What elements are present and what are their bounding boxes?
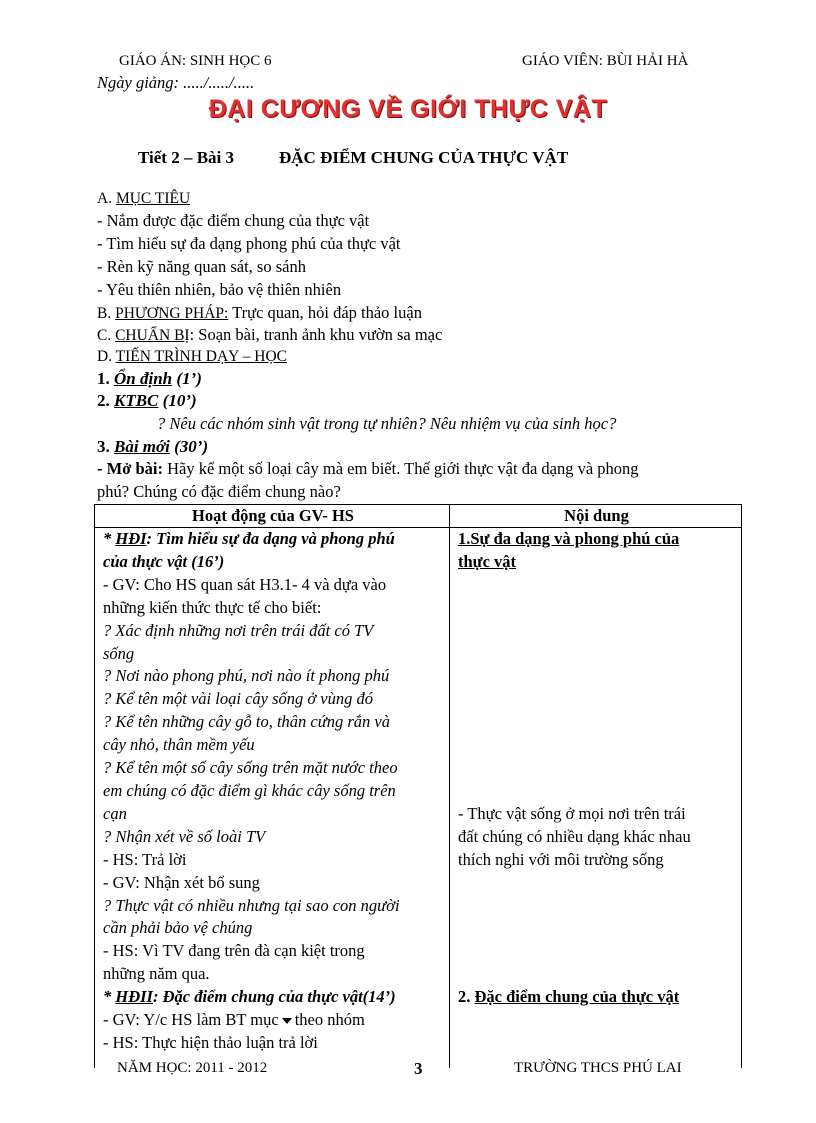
- hd2-prefix: *: [103, 987, 116, 1007]
- col-header-content: Nội dung: [450, 505, 742, 528]
- activity-line: những kiến thức thực tế cho biết:: [103, 597, 322, 617]
- section-b-prefix: B.: [97, 305, 116, 322]
- intro-line-1: [97, 458, 639, 481]
- section-b-text: Trực quan, hỏi đáp thảo luận: [228, 303, 422, 322]
- activity-question: ? Xác định những nơi trên trái đất có TV: [103, 620, 374, 640]
- activity-question: ? Kể tên một vài loại cây sống ở vùng đó: [103, 689, 374, 709]
- objective-item: - Tìm hiểu sự đa dạng phong phú của thực vật: [97, 234, 401, 253]
- activity-cell: [95, 528, 450, 1069]
- content-text: - Thực vật sống ở mọi nơi trên trái: [458, 803, 686, 823]
- activity-line: - GV: Nhận xét bổ sung: [103, 872, 260, 892]
- hd1-label: HĐI: [115, 529, 147, 548]
- step-2-title: KTBC: [114, 391, 159, 410]
- header-teacher: GIÁO VIÊN: BÙI HẢI HÀ: [522, 53, 689, 69]
- intro-text-1: Hãy kể một số loại cây mà em biết. Thế giới thực vật đa dạng và phong: [162, 459, 639, 478]
- section-b: [97, 302, 422, 326]
- footer-school-year: NĂM HỌC: 2011 - 2012: [117, 1060, 268, 1076]
- content-s1-title-1: 1.Sự đa dạng và phong phú của: [458, 529, 680, 548]
- activity-question: ? Nơi nào phong phú, nơi nào ít phong phú: [103, 666, 390, 686]
- section-c: [97, 324, 442, 348]
- step-1-time: (1’): [172, 369, 202, 388]
- activity-line: - HS: Thực hiện thảo luận trả lời: [103, 1032, 318, 1052]
- content-text: thích nghi với môi trường sống: [458, 849, 664, 869]
- activity-question: cần phải bảo vệ chúng: [103, 918, 253, 938]
- step-1: [97, 368, 202, 391]
- content-s1-title-2: thực vật: [458, 551, 517, 571]
- table-body-row: [95, 528, 742, 1069]
- activity-question: ? Thực vật có nhiều nhưng tại sao con người: [103, 895, 400, 915]
- step-2-time: (10’): [158, 391, 197, 410]
- section-d-prefix: D.: [97, 348, 116, 365]
- col-header-activity: Hoạt động của GV- HS: [95, 505, 450, 528]
- section-c-prefix: C.: [97, 327, 116, 344]
- hd1-title-text: : Tìm hiểu sự đa dạng và phong phú: [146, 529, 395, 548]
- step-1-title: Ổn định: [114, 369, 173, 388]
- activity-question: sống: [103, 643, 135, 663]
- header-subject: GIÁO ÁN: SINH HỌC 6: [119, 53, 272, 69]
- hd2-title-text: : Đặc điểm chung của thực vật(14’): [152, 987, 396, 1007]
- step-3: [97, 436, 208, 459]
- section-d-title: TIẾN TRÌNH DẠY – HỌC: [115, 348, 288, 365]
- activity-line: - HS: Vì TV đang trên đà cạn kiệt trong: [103, 941, 365, 961]
- section-a-title: MỤC TIÊU: [115, 190, 191, 207]
- activity-question: em chúng có đặc điểm gì khác cây sống trên: [103, 780, 396, 800]
- content-spacer: [458, 872, 735, 986]
- step-3-num: 3.: [97, 437, 114, 456]
- activity-line: những năm qua.: [103, 964, 210, 984]
- activity-question: cạn: [103, 803, 127, 823]
- lesson-number: Tiết 2 – Bài 3: [138, 148, 235, 167]
- section-a-prefix: A.: [97, 190, 116, 207]
- hd2-title: [103, 986, 443, 1009]
- step-1-num: 1.: [97, 369, 114, 388]
- step-2: [97, 390, 197, 413]
- step-2-num: 2.: [97, 391, 114, 410]
- activity-line: - HS: Trả lời: [103, 849, 187, 869]
- content-cell: [450, 528, 742, 1069]
- intro-label: - Mở bài:: [97, 459, 163, 478]
- hd1-prefix: *: [103, 529, 116, 548]
- content-s2-num: 2.: [458, 986, 475, 1006]
- lesson-name: ĐẶC ĐIỂM CHUNG CỦA THỰC VẬT: [279, 148, 569, 167]
- activity-question: cây nhỏ, thân mềm yếu: [103, 735, 255, 755]
- step-3-time: (30’): [169, 437, 209, 456]
- content-s2-title: [458, 986, 735, 1009]
- step-3-title: Bài mới: [114, 437, 170, 456]
- section-a-heading: [97, 188, 190, 211]
- review-question: ? Nêu các nhóm sinh vật trong tự nhiên? Nêu nhiệm vụ của sinh học?: [157, 414, 617, 433]
- footer-school-name: TRƯỜNG THCS PHÚ LAI: [514, 1060, 682, 1076]
- intro-line-2: phú? Chúng có đặc điểm chung nào?: [97, 482, 341, 501]
- hd1-title-1: [103, 528, 443, 551]
- hd2-label: HĐII: [115, 987, 153, 1007]
- section-b-title: PHƯƠNG PHÁP:: [115, 305, 229, 322]
- section-d: [97, 346, 287, 369]
- activity-table: [94, 504, 742, 1068]
- hd2-line1-a: - GV: Y/c HS làm BT mục: [103, 1010, 279, 1030]
- section-c-text: : Soạn bài, tranh ảnh khu vườn sa mạc: [189, 325, 443, 344]
- page-number: 3: [414, 1059, 423, 1078]
- objective-item: - Yêu thiên nhiên, bảo vệ thiên nhiên: [97, 280, 342, 299]
- hd2-line1-b: theo nhóm: [294, 1010, 365, 1030]
- hd1-title-2: của thực vật (16’): [103, 551, 225, 571]
- content-text: đất chúng có nhiều dạng khác nhau: [458, 826, 691, 846]
- activity-question: ? Kể tên những cây gỗ to, thân cứng rắn và: [103, 712, 390, 732]
- page-title: ĐẠI CƯƠNG VỀ GIỚI THỰC VẬT: [208, 95, 608, 123]
- activity-question: ? Nhận xét về số loài TV: [103, 826, 266, 846]
- triangle-down-icon: [282, 1018, 292, 1024]
- content-s2-title-text: Đặc điểm chung của thực vật: [474, 986, 680, 1006]
- content-spacer: [458, 574, 735, 803]
- activity-question: ? Kể tên một số cây sống trên mặt nước theo: [103, 758, 398, 778]
- date-line: Ngày giảng: ...../...../.....: [97, 73, 255, 92]
- activity-line: [103, 1009, 443, 1032]
- objective-item: - Nắm được đặc điểm chung của thực vật: [97, 211, 370, 230]
- table-header-row: [95, 505, 742, 528]
- activity-line: - GV: Cho HS quan sát H3.1- 4 và dựa vào: [103, 574, 387, 594]
- section-c-title: CHUẨN BỊ: [115, 327, 190, 344]
- objective-item: - Rèn kỹ năng quan sát, so sánh: [97, 257, 306, 276]
